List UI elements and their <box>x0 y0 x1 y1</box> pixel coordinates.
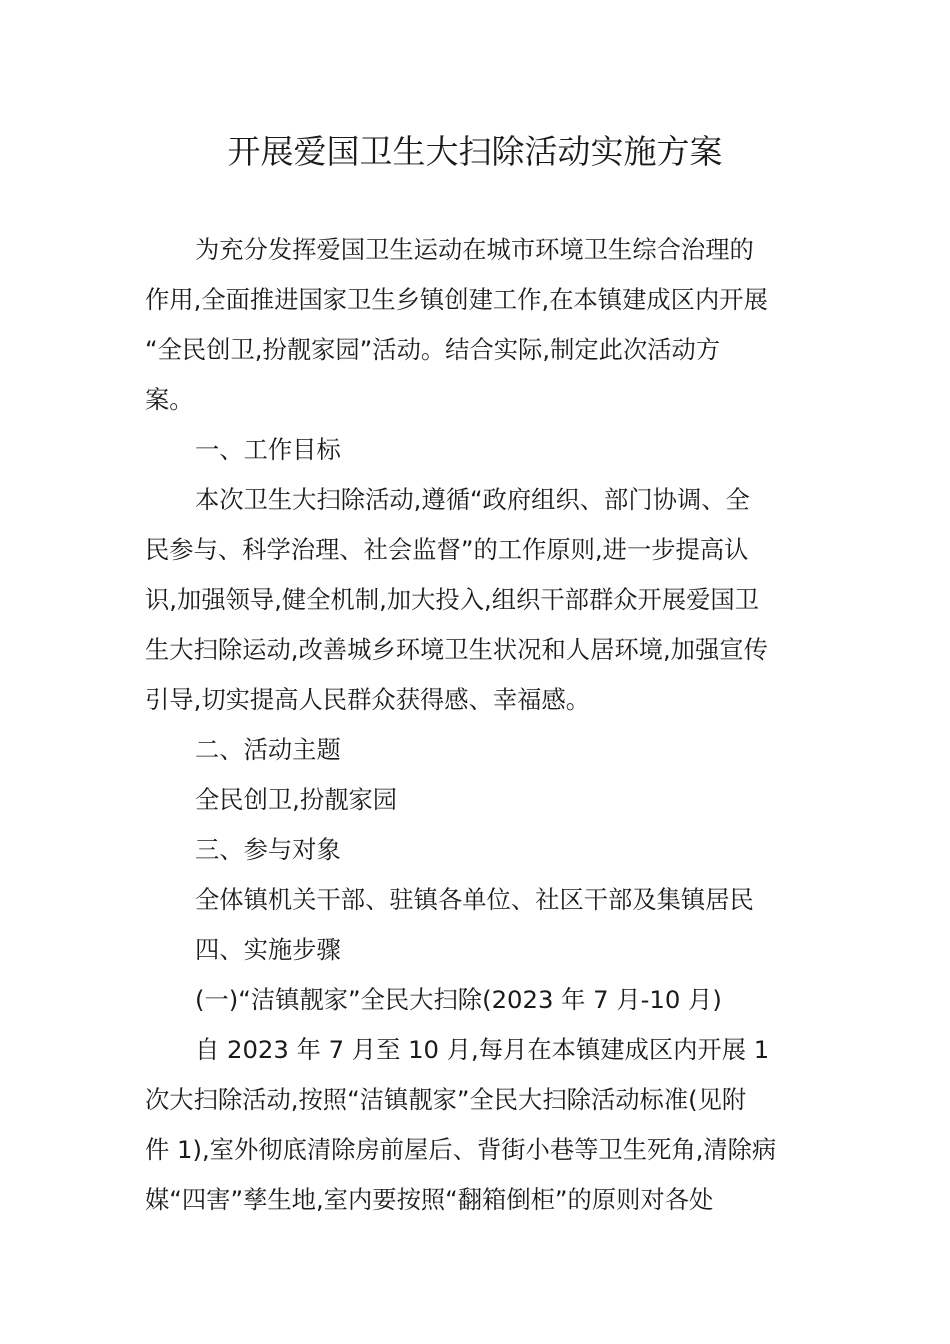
intro-paragraph <box>145 225 810 425</box>
text-line: “全民创卫,扮靓家园”活动。结合实际,制定此次活动方 <box>145 335 721 364</box>
section-heading-goals: 一、工作目标 <box>195 435 341 464</box>
text-line: 生大扫除运动,改善城乡环境卫生状况和人居环境,加强宣传 <box>145 635 768 664</box>
text-line: 作用,全面推进国家卫生乡镇创建工作,在本镇建成区内开展 <box>145 285 768 314</box>
text-line: 本次卫生大扫除活动,遵循“政府组织、部门协调、全 <box>195 485 750 514</box>
text-line: 自 2023 年 7 月至 10 月,每月在本镇建成区内开展 1 <box>195 1035 770 1064</box>
section-heading-steps: 四、实施步骤 <box>195 935 341 964</box>
text-line: 引导,切实提高人民群众获得感、幸福感。 <box>145 685 591 714</box>
text-line: 识,加强领导,健全机制,加大投入,组织干部群众开展爱国卫 <box>145 585 760 614</box>
document-body <box>145 225 810 1225</box>
participants-text: 全体镇机关干部、驻镇各单位、社区干部及集镇居民 <box>195 885 754 914</box>
text-line: 案。 <box>145 385 194 414</box>
text-line: 民参与、科学治理、社会监督”的工作原则,进一步提高认 <box>145 535 749 564</box>
goals-paragraph <box>145 475 810 725</box>
text-line: 件 1),室外彻底清除房前屋后、背街小巷等卫生死角,清除病 <box>145 1135 777 1164</box>
document-title: 开展爱国卫生大扫除活动实施方案 <box>227 132 723 171</box>
text-line: 次大扫除活动,按照“洁镇靓家”全民大扫除活动标准(见附 <box>145 1085 747 1114</box>
text-line: 为充分发挥爱国卫生运动在城市环境卫生综合治理的 <box>195 235 754 264</box>
subsection-heading-cleanup: (一)“洁镇靓家”全民大扫除(2023 年 7 月-10 月) <box>195 985 722 1014</box>
text-line: 媒“四害”孳生地,室内要按照“翻箱倒柜”的原则对各处 <box>145 1185 714 1214</box>
theme-text: 全民创卫,扮靓家园 <box>195 785 398 814</box>
section-heading-participants: 三、参与对象 <box>195 835 341 864</box>
cleanup-paragraph <box>145 1025 810 1225</box>
section-heading-theme: 二、活动主题 <box>195 735 341 764</box>
